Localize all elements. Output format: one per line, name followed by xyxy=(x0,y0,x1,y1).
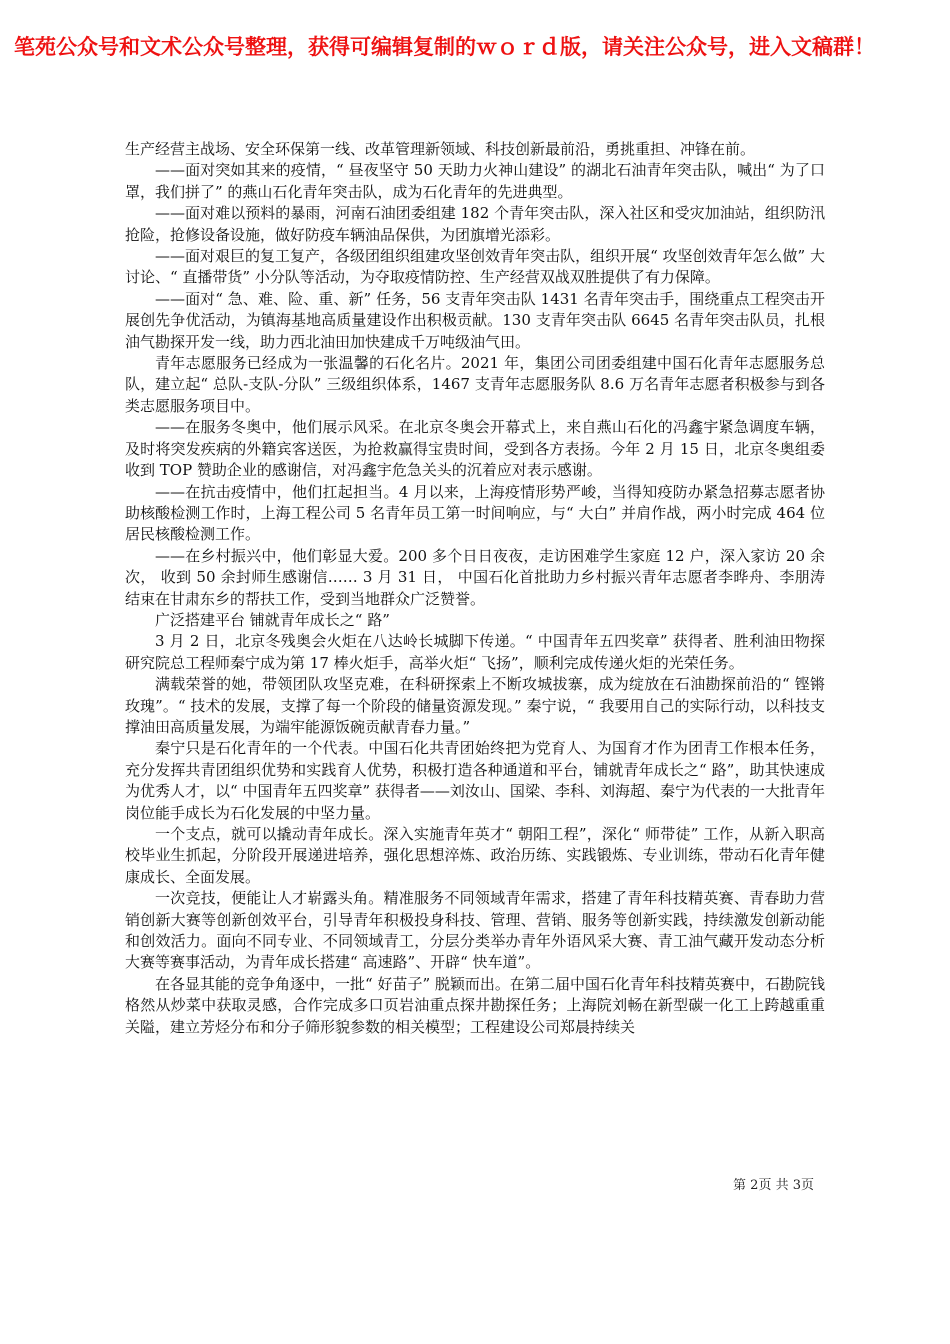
paragraph: ——在抗击疫情中，他们扛起担当。4 月以来，上海疫情形势严峻，当得知疫防办紧急招募志愿者协助核酸检测工作时，上海工程公司 5 名青年员工第一时间响应，与“ 大白” 并肩作战，两小时完成 464 位居民核酸检测工作。 xyxy=(125,482,825,544)
paragraph: 青年志愿服务已经成为一张温馨的石化名片。2021 年，集团公司团委组建中国石化青年志愿服务总队，建立起“ 总队-支队-分队” 三级组织体系，1467 支青年志愿服务队 8.6 万名青年志愿者积极参与到各类志愿服务项目中。 xyxy=(125,354,825,415)
paragraph: ——在服务冬奥中，他们展示风采。在北京冬奥会开幕式上，来自燕山石化的冯鑫宇紧急调度车辆，及时将突发疾病的外籍宾客送医，为抢救赢得宝贵时间，受到各方表扬。今年 2 月 15 日，北京冬奥组委收到 TOP 赞助企业的感谢信，对冯鑫宇危急关头的沉着应对表示感谢。 xyxy=(125,418,825,480)
paragraph: 3 月 2 日，北京冬残奥会火炬在八达岭长城脚下传递。“ 中国青年五四奖章” 获得者、胜利油田物探研究院总工程师秦宁成为第 17 棒火炬手，高举火炬“ 飞扬”，顺利完成传递火炬的光荣任务。 xyxy=(125,632,825,672)
paragraph: ——面对难以预料的暴雨，河南石油团委组建 182 个青年突击队，深入社区和受灾加油站，组织防汛抢险，抢修设备设施，做好防疫车辆油品保供，为团旗增光添彩。 xyxy=(125,204,825,244)
paragraph: 生产经营主战场、安全环保第一线、改革管理新领域、科技创新最前沿，勇挑重担、冲锋在前。 xyxy=(125,140,756,158)
paragraph: ——面对“ 急、难、险、重、新” 任务，56 支青年突击队 1431 名青年突击手，围绕重点工程突击开展创先争优活动，为镇海基地高质量建设作出积极贡献。130 支青年突击队 6645 名青年突击队员，扎根油气勘探开发一线，助力西北油田加快建成千万吨级油气田。 xyxy=(125,289,825,351)
paragraph: 一次竞技，便能让人才崭露头角。精准服务不同领域青年需求，搭建了青年科技精英赛、青春助力营销创新大赛等创新创效平台，引导青年积极投身科技、管理、营销、服务等创新实践，持续激发创新动能和创效活力。面向不同专业、不同领域青工，分层分类举办青年外语风采大赛、青工油气藏开发动态分析大赛等赛事活动，为青年成长搭建“ 高速路”、开辟“ 快车道”。 xyxy=(125,889,825,972)
paragraph: ——面对突如其来的疫情，“ 昼夜坚守 50 天助力火神山建设” 的湖北石油青年突击队，喊出“ 为了口罩，我们拼了” 的燕山石化青年突击队，成为石化青年的先进典型。 xyxy=(125,161,825,201)
article-body xyxy=(125,139,825,1038)
paragraph: 一个支点，就可以撬动青年成长。深入实施青年英才“ 朝阳工程”，深化“ 师带徒” 工作，从新入职高校毕业生抓起，分阶段开展递进培养，强化思想淬炼、政治历练、实践锻炼、专业训练，带动石化青年健康成长、全面发展。 xyxy=(125,825,825,886)
watermark-banner: 笔苑公众号和文术公众号整理，获得可编辑复制的ｗｏｒｄ版，请关注公众号，进入文稿群！ xyxy=(14,35,875,59)
section-heading: 广泛搭建平台 铺就青年成长之“ 路” xyxy=(155,610,390,629)
page-number: 第 2页 共 3页 xyxy=(733,1178,814,1193)
paragraph: ——在乡村振兴中，他们彰显大爱。200 多个日日夜夜，走访困难学生家庭 12 户，深入家访 20 余次， 收到 50 余封师生感谢信…… 3 月 31 日， 中国石化首批助力乡村振兴青年志愿者李晔舟、李朋涛结束在甘肃东乡的帮扶工作，受到当地群众广泛赞誉。 xyxy=(125,546,825,608)
paragraph: ——面对艰巨的复工复产，各级团组织组建攻坚创效青年突击队，组织开展“ 攻坚创效青年怎么做” 大讨论、“ 直播带货” 小分队等活动，为夺取疫情防控、生产经营双战双胜提供了有力保障。 xyxy=(125,247,825,287)
paragraph: 秦宁只是石化青年的一个代表。中国石化共青团始终把为党育人、为国育才作为团青工作根本任务，充分发挥共青团组织优势和实践育人优势，积极打造各种通道和平台，铺就青年成长之“ 路”，助其快速成为优秀人才，以“ 中国青年五四奖章” 获得者——刘汝山、国梁、李科、刘海超、秦宁为代表的一大批青年岗位能手成长为石化发展的中坚力量。 xyxy=(125,739,825,822)
paragraph: 在各显其能的竞争角逐中，一批“ 好苗子” 脱颖而出。在第二届中国石化青年科技精英赛中，石勘院钱格然从炒菜中获取灵感，合作完成多口页岩油重点探井勘探任务；上海院刘畅在新型碳一化工上跨越重重关隘，建立芳烃分布和分子筛形貌参数的相关模型；工程建设公司郑晨持续关 xyxy=(125,974,825,1036)
paragraph: 满载荣誉的她，带领团队攻坚克难，在科研探索上不断攻城拔寨，成为绽放在石油勘探前沿的“ 铿锵玫瑰”。“ 技术的发展，支撑了每一个阶段的储量资源发现。” 秦宁说，“ 我要用自己的实际行动，以科技支撑油田高质量发展，为端牢能源饭碗贡献青春力量。” xyxy=(125,675,825,736)
